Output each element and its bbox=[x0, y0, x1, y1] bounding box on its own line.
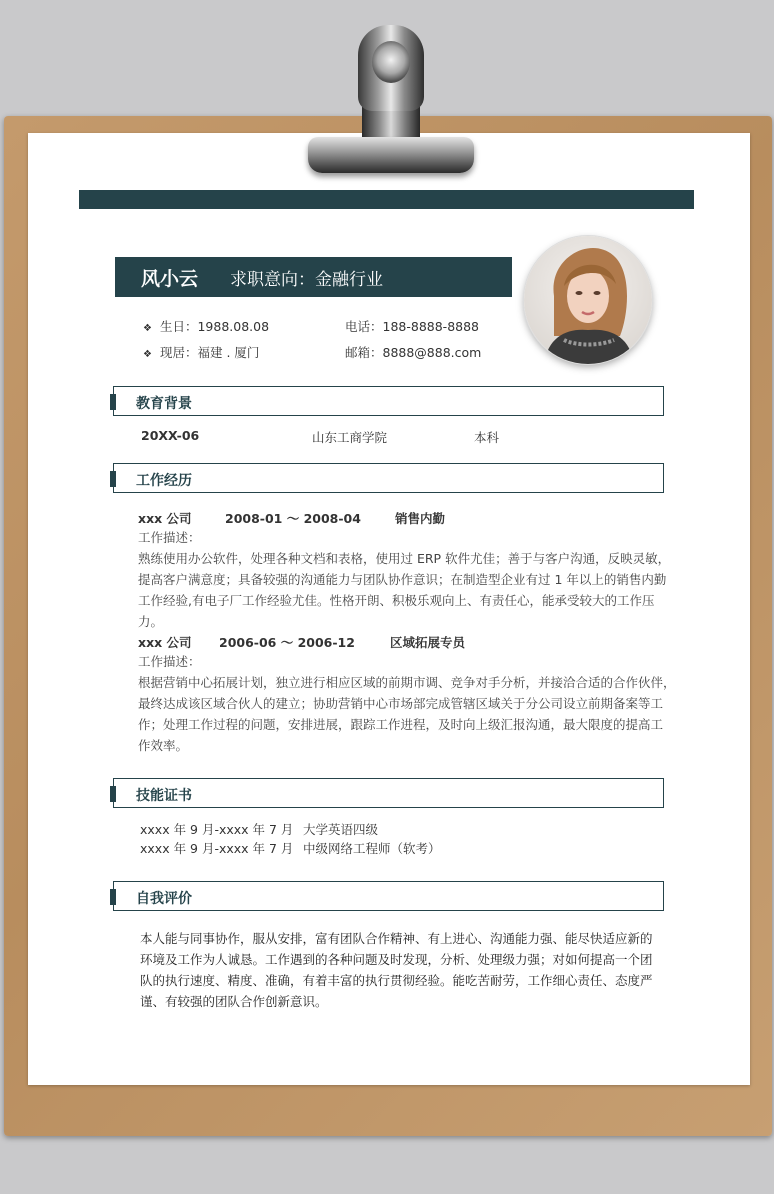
job-desc-line: 最终达成该区域合伙人的建立；协助营销中心市场部完成管辖区域关于分公司设立前期备案等工 bbox=[138, 696, 664, 711]
skill-period: xxxx 年 9 月-xxxx 年 7 月 bbox=[140, 822, 294, 837]
job-desc-line: 提高客户满意度；具备较强的沟通能力与团队协作意识；在制造型企业有过 1 年以上的销售内勤 bbox=[138, 572, 667, 587]
birth-info: ❖ 生日：1988.08.08 bbox=[143, 319, 270, 334]
job-desc-line: 熟练使用办公软件，处理各种文档和表格，使用过 ERP 软件尤佳；善于与客户沟通，反映灵敏， bbox=[138, 551, 671, 566]
self-eval-line: 本人能与同事协作，服从安排，富有团队合作精神、有上进心、沟通能力强、能尽快适应新的 bbox=[140, 931, 653, 946]
job-role: 区域拓展专员 bbox=[390, 635, 466, 650]
name-band bbox=[115, 257, 512, 297]
phone-info: 电话：188-8888-8888 bbox=[345, 319, 480, 334]
self-eval-line: 环境及工作为人诚恳。工作遇到的各种问题及时发现，分析、处理级力强；对如何提高一个团 bbox=[140, 952, 653, 967]
job-period: 2008-01 ～ 2008-04 bbox=[225, 511, 361, 526]
section-title: 教育背景 bbox=[136, 396, 192, 412]
education-degree: 本科 bbox=[474, 430, 500, 445]
avatar bbox=[524, 236, 652, 364]
education-date: 20XX-06 bbox=[141, 428, 200, 443]
diamond-bullet-icon: ❖ bbox=[143, 323, 152, 334]
candidate-name: 风小云 bbox=[141, 267, 199, 290]
job-desc-line: 工作经验,有电子厂工作经验尤佳。性格开朗、积极乐观向上、有责任心，能承受较大的工作压 bbox=[138, 593, 655, 608]
header-bar bbox=[79, 190, 694, 209]
skill-name: 中级网络工程师（软考） bbox=[303, 841, 441, 856]
binder-clip-icon bbox=[300, 25, 480, 180]
section-skills bbox=[113, 778, 664, 808]
job-desc-line: 根据营销中心拓展计划，独立进行相应区域的前期市调、竞争对手分析，并接洽合适的合作伙伴， bbox=[138, 675, 676, 690]
self-eval-line: 谨、有较强的团队合作创新意识。 bbox=[140, 994, 328, 1009]
portrait-photo bbox=[524, 236, 652, 364]
section-title: 工作经历 bbox=[136, 473, 192, 489]
job-role: 销售内勤 bbox=[395, 511, 446, 526]
job-company: xxx 公司 bbox=[138, 511, 192, 526]
email-info: 邮箱：8888@888.com bbox=[345, 345, 482, 360]
section-self-evaluation bbox=[113, 881, 664, 911]
section-title: 技能证书 bbox=[136, 788, 192, 804]
education-school: 山东工商学院 bbox=[312, 430, 388, 445]
job-company: xxx 公司 bbox=[138, 635, 192, 650]
job-desc-label: 工作描述： bbox=[138, 530, 201, 545]
section-education bbox=[113, 386, 664, 416]
section-work bbox=[113, 463, 664, 493]
skill-period: xxxx 年 9 月-xxxx 年 7 月 bbox=[140, 841, 294, 856]
skill-name: 大学英语四级 bbox=[303, 822, 379, 837]
section-title: 自我评价 bbox=[136, 891, 192, 907]
diamond-bullet-icon: ❖ bbox=[143, 349, 152, 360]
home-info: ❖ 现居：福建 . 厦门 bbox=[143, 345, 260, 360]
job-desc-line: 作；处理工作过程的问题，安排进展，跟踪工作进程，及时向上级汇报沟通，最大限度的提高工 bbox=[138, 717, 664, 732]
job-desc-label: 工作描述： bbox=[138, 654, 201, 669]
job-intent: 求职意向：金融行业 bbox=[230, 269, 384, 290]
job-period: 2006-06 ～ 2006-12 bbox=[219, 635, 355, 650]
self-eval-line: 队的执行速度、精度、准确，有着丰富的执行贯彻经验。能吃苦耐劳，工作细心责任、态度严 bbox=[140, 973, 653, 988]
job-desc-line: 作效率。 bbox=[138, 738, 189, 753]
job-desc-line: 力。 bbox=[138, 614, 164, 629]
